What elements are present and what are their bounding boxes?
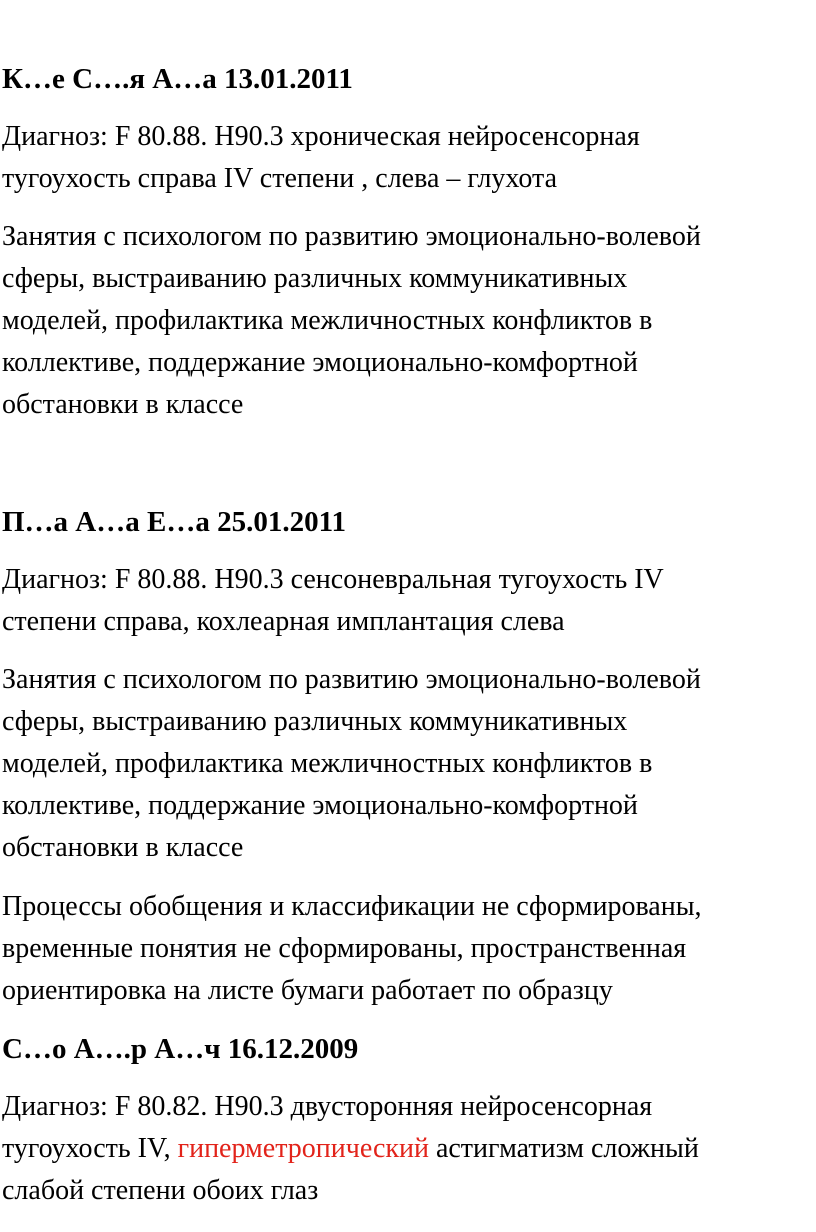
text-line: тугоухость справа IV степени , слева – глухота: [2, 163, 557, 194]
text-line: сферы, выстраиванию различных коммуникативных: [2, 706, 628, 737]
text-line: сферы, выстраиванию различных коммуникативных: [2, 263, 628, 294]
text-line: Диагноз: F 80.82. Н90.3 двусторонняя нейросенсорная: [2, 1091, 653, 1122]
record-3-diagnosis: [2, 1086, 814, 1212]
text-line: моделей, профилактика межличностных конфликтов в: [2, 305, 653, 336]
record-1-notes: [2, 216, 814, 426]
record-2-assessment: [2, 886, 814, 1012]
text-line: Процессы обобщения и классификации не сформированы,: [2, 891, 702, 922]
text-fragment: астигматизм сложный: [428, 1133, 699, 1164]
record-2-heading: П…а А…а Е…а 25.01.2011: [2, 506, 346, 538]
highlighted-term: гиперметропический: [177, 1133, 429, 1164]
text-line: временные понятия не сформированы, пространственная: [2, 933, 687, 964]
text-line: обстановки в классе: [2, 389, 244, 420]
text-line: Диагноз: F 80.88. Н90.3 хроническая нейросенсорная: [2, 121, 640, 152]
record-2-notes: [2, 659, 814, 869]
text-line: коллективе, поддержание эмоционально-комфортной: [2, 790, 638, 821]
text-line: обстановки в классе: [2, 832, 244, 863]
text-line: ориентировка на листе бумаги работает по образцу: [2, 975, 613, 1006]
text-line: [2, 1128, 814, 1170]
record-3-heading: С…о А….р А…ч 16.12.2009: [2, 1033, 359, 1065]
text-line: Занятия с психологом по развитию эмоционально-волевой: [2, 664, 701, 695]
text-fragment: тугоухость IV,: [2, 1133, 178, 1164]
text-line: коллективе, поддержание эмоционально-комфортной: [2, 347, 638, 378]
text-line: степени справа, кохлеарная имплантация слева: [2, 606, 565, 637]
text-line: слабой степени обоих глаз: [2, 1175, 319, 1206]
record-1-diagnosis: [2, 116, 814, 200]
record-2-diagnosis: [2, 559, 814, 643]
text-line: моделей, профилактика межличностных конфликтов в: [2, 748, 653, 779]
record-1-heading: К…е С….я А…а 13.01.2011: [2, 63, 353, 95]
text-line: Занятия с психологом по развитию эмоционально-волевой: [2, 221, 701, 252]
text-line: Диагноз: F 80.88. Н90.3 сенсоневральная тугоухость IV: [2, 564, 664, 595]
